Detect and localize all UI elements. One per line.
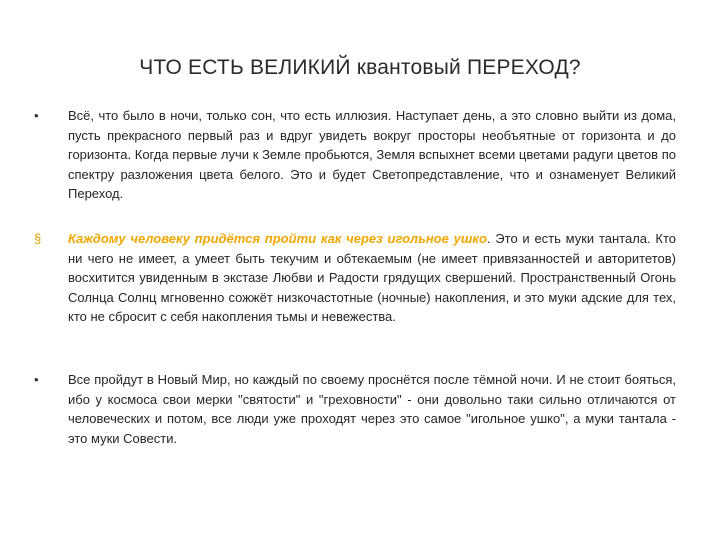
bullet-item-3: [34, 370, 676, 448]
slide-title: ЧТО ЕСТЬ ВЕЛИКИЙ квантовый ПЕРЕХОД?: [139, 56, 581, 79]
bullet-text: Все пройдут в Новый Мир, но каждый по своему проснётся после тёмной ночи. И не стоит бояться, ибо у космоса свои мерки "святости" и "греховности" - они довольно таки сильно отличаются от человеческих и потом, все люди уже проходят через это самое "игольное ушко", а муки тантала - это муки Совести.: [68, 372, 676, 446]
bullet-item-1: [34, 106, 676, 204]
bullet-text-container: [68, 229, 676, 327]
bullet-item-2: [34, 229, 676, 327]
bullet-marker: •: [34, 372, 39, 387]
bullet-text: . Это и есть муки тантала. Кто ни чего не имеет, а умеет быть текучим и обтекаемым (не имеет привязанностей и авторитетов) восхитится увиденным в экстазе Любви и Радости грядущих свершений. Пространственный Огонь Солнца Солнц мгновенно сожжёт низкочастотные (ночные) накопления, и это муки адские для тех, кто не сбросит с себя накопления тьмы и невежества.: [68, 231, 676, 324]
bullet-marker: •: [34, 108, 39, 123]
bullet-marker: §: [34, 231, 42, 246]
highlighted-phrase: Каждому человеку придётся пройти как через игольное ушко: [68, 231, 487, 246]
bullet-text: Всё, что было в ночи, только сон, что есть иллюзия. Наступает день, а это словно выйти из дома, пусть прекрасного первый раз и вдруг увидеть вокруг просторы необъятные от горизонта и до горизонта. Когда первые лучи к Земле пробьются, Земля вспыхнет всеми цветами радуги цветов по спектру разложения цвета белого. Это и будет Светопредставление, что и ознаменует Великий Переход.: [68, 108, 676, 201]
